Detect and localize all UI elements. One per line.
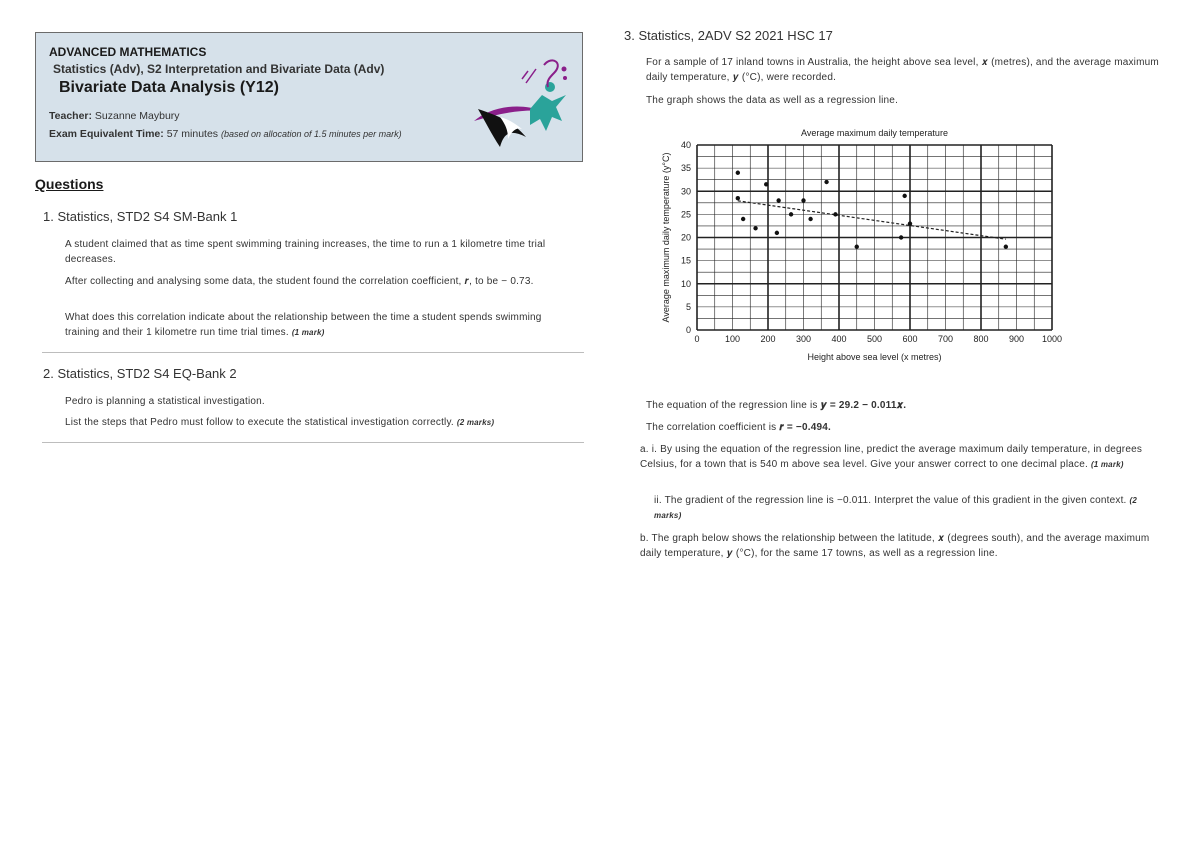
regression-equation: 𝒚 = 29.2 − 0.011𝒙. (820, 400, 907, 411)
correlation-line (646, 420, 1166, 435)
question-2-mark: (2 marks) (456, 418, 495, 427)
question-3-part-b: b. The graph below shows the relationship between the latitude, 𝒙 (degrees south), and the average maximum daily temperature, 𝒚 (°C), for the same 17 towns, as well as a regression line. (640, 533, 1150, 559)
x-tick-label: 200 (760, 334, 776, 344)
y-tick-label: 20 (680, 232, 691, 243)
question-1-para-1: A student claimed that as time spent swimming training increases, the time to run a 1 kilometre time trial decreases. (65, 239, 546, 265)
data-point (899, 235, 903, 239)
data-point (824, 180, 828, 184)
teacher-label: Teacher: (49, 110, 92, 122)
regression-equation-text: The equation of the regression line is (646, 400, 818, 411)
question-1-mark: (1 mark) (291, 328, 325, 337)
correlation-text: The correlation coefficient is (646, 422, 777, 433)
data-point (855, 245, 859, 249)
correlation-value: 𝒓 = −0.494. (779, 422, 831, 433)
regression-equation-line (646, 398, 1166, 413)
question-2-prompt: List the steps that Pedro must follow to execute the statistical investigation correctly. (65, 417, 454, 428)
question-3-part-a-i (640, 442, 1160, 472)
data-point (1004, 245, 1008, 249)
question-3-part-a-ii (654, 493, 1154, 523)
part-a-i-prompt: a. i. By using the equation of the regression line, predict the average maximum daily temperature, in degrees Celsius, for a town that is 540 m above sea level. Give your answer correct to one decimal place. (640, 444, 1143, 470)
teacher-line (49, 110, 180, 122)
divider (42, 352, 584, 353)
data-point (789, 212, 793, 216)
exam-time-note: (based on allocation of 1.5 minutes per mark) (220, 129, 402, 139)
y-tick-label: 10 (680, 278, 691, 289)
data-point (764, 182, 768, 186)
y-tick-label: 15 (680, 255, 691, 266)
data-point (808, 217, 812, 221)
teacher-name: Suzanne Maybury (94, 110, 180, 122)
logo-icon (466, 51, 571, 151)
topic-subtitle: Statistics (Adv), S2 Interpretation and Bivariate Data (Adv) (53, 62, 385, 76)
x-tick-label: 700 (937, 334, 954, 344)
y-tick-label: 40 (680, 140, 691, 150)
x-axis-label: Height above sea level (x metres) (807, 352, 942, 362)
header-box (35, 32, 583, 162)
data-point (776, 198, 780, 202)
data-point (736, 196, 740, 200)
question-2-para-2 (65, 415, 575, 430)
question-1-para-2: After collecting and analysing some data, the student found the correlation coefficient, 𝒓, to be − 0.73. (65, 276, 534, 287)
chart-title: Average maximum daily temperature (801, 128, 948, 138)
question-1-prompt: What does this correlation indicate about the relationship between the time a student spends swimming training and their 1 kilometre run time trial times. (65, 312, 542, 338)
x-tick-label: 1000 (1041, 334, 1063, 344)
part-a-ii-prompt: ii. The gradient of the regression line is −0.011. Interpret the value of this gradient in the given context. (654, 495, 1127, 506)
part-a-i-mark: (1 mark) (1090, 460, 1124, 469)
x-tick-label: 400 (831, 334, 847, 344)
data-point (741, 217, 745, 221)
y-tick-label: 5 (685, 301, 691, 312)
part-a-ii-mark: (2 marks) (654, 496, 1138, 520)
y-tick-label: 0 (685, 325, 691, 335)
y-tick-label: 30 (680, 186, 691, 197)
exam-time-line (49, 128, 402, 140)
question-1-para-3 (65, 310, 565, 340)
questions-heading: Questions (35, 176, 104, 192)
worksheet-title: Bivariate Data Analysis (Y12) (59, 79, 279, 96)
data-point (908, 221, 912, 225)
subject-title: ADVANCED MATHEMATICS (49, 45, 207, 59)
exam-time-value: 57 minutes (166, 128, 219, 140)
scatter-chart (655, 122, 1075, 367)
question-3-para-1: For a sample of 17 inland towns in Australia, the height above sea level, 𝒙 (metres), and the average maximum daily temperature, 𝒚 (°C), were recorded. (646, 57, 1159, 83)
y-tick-label: 25 (680, 209, 691, 220)
x-tick-label: 300 (795, 334, 812, 344)
data-point (801, 198, 805, 202)
exam-time-label: Exam Equivalent Time: (49, 128, 164, 140)
question-3-para-2: The graph shows the data as well as a regression line. (646, 95, 899, 106)
x-tick-label: 900 (1008, 334, 1025, 344)
question-1-title: 1. Statistics, STD2 S4 SM-Bank 1 (43, 209, 238, 224)
question-3-title: 3. Statistics, 2ADV S2 2021 HSC 17 (624, 28, 833, 43)
x-tick-label: 100 (724, 334, 741, 344)
divider (42, 442, 584, 443)
data-point (902, 194, 906, 198)
x-tick-label: 500 (866, 334, 883, 344)
data-point (833, 212, 837, 216)
question-2-para-1: Pedro is planning a statistical investigation. (65, 396, 265, 407)
data-point (753, 226, 757, 230)
x-tick-label: 0 (694, 334, 700, 344)
y-tick-label: 35 (680, 163, 691, 174)
question-2-title: 2. Statistics, STD2 S4 EQ-Bank 2 (43, 366, 237, 381)
data-point (736, 171, 740, 175)
y-axis-label: Average maximum daily temperature (y°C) (661, 152, 671, 323)
x-tick-label: 600 (902, 334, 918, 344)
x-tick-label: 800 (973, 334, 989, 344)
data-point (775, 231, 779, 235)
